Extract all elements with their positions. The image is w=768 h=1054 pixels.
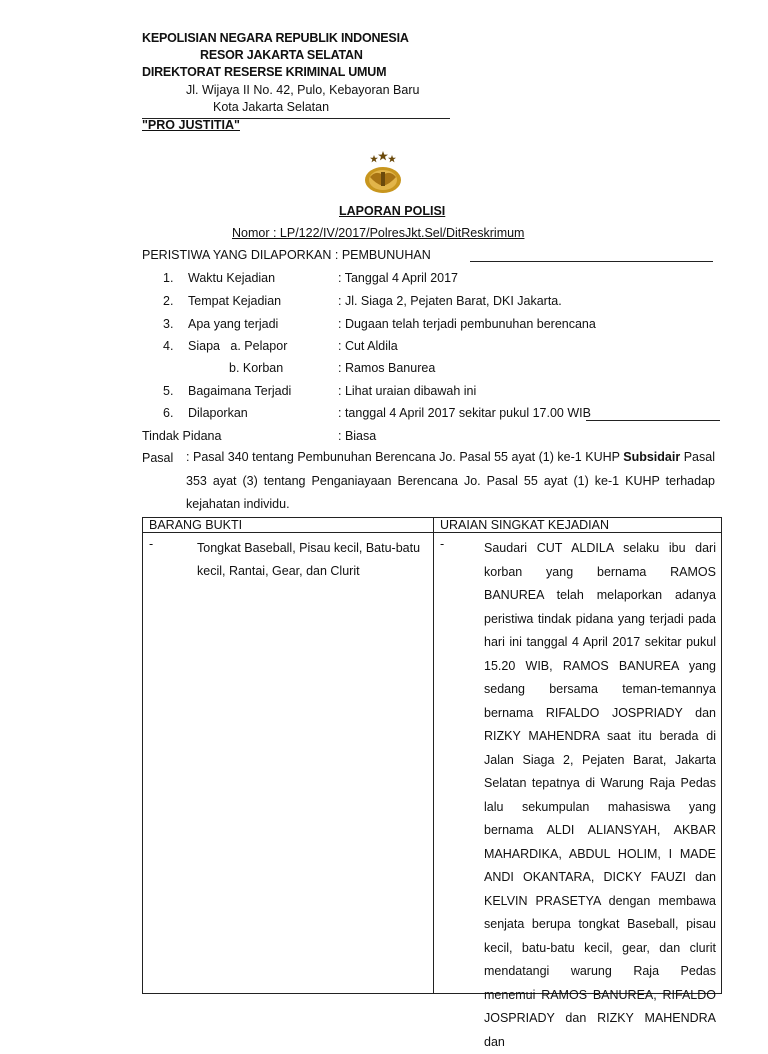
incident-type: PERISTIWA YANG DILAPORKAN : PEMBUNUHAN: [142, 248, 431, 262]
item-4-value: : Cut Aldila: [338, 339, 398, 353]
item-5-no: 5.: [163, 384, 174, 398]
item-4b-label: b. Korban: [229, 361, 284, 375]
item-4-no: 4.: [163, 339, 174, 353]
evidence-bullet: -: [149, 537, 154, 551]
police-emblem-icon: [362, 150, 404, 196]
header-line-2: RESOR JAKARTA SELATAN: [200, 48, 363, 62]
item-2-value: : Jl. Siaga 2, Pejaten Barat, DKI Jakarta.: [338, 294, 562, 308]
item-3-label: Apa yang terjadi: [188, 317, 279, 331]
item-3-value: : Dugaan telah terjadi pembunuhan berencana: [338, 317, 596, 331]
pasal-label: Pasal: [142, 451, 174, 465]
items-underline: [586, 420, 720, 421]
item-3-no: 3.: [163, 317, 174, 331]
evidence-text: Tongkat Baseball, Pisau kecil, Batu-batu kecil, Rantai, Gear, dan Clurit: [197, 541, 421, 578]
story-cell: [434, 533, 722, 1049]
incident-type-underline: [470, 261, 713, 262]
item-4-label: Siapa a. Pelapor: [188, 339, 288, 353]
item-2-label: Tempat Kejadian: [188, 294, 282, 308]
col-header-story: URAIAN SINGKAT KEJADIAN: [434, 518, 722, 533]
item-6-value: : tanggal 4 April 2017 sekitar pukul 17.00 WIB: [338, 406, 591, 420]
item-1-label: Waktu Kejadian: [188, 271, 276, 285]
pasal-text-a: : Pasal 340 tentang Pembunuhan Berencana Jo. Pasal 55 ayat (1) ke-1 KUHP: [186, 450, 624, 464]
tindak-pidana-value: : Biasa: [338, 429, 377, 443]
item-5-value: : Lihat uraian dibawah ini: [338, 384, 477, 398]
evidence-cell: [143, 533, 434, 994]
tindak-pidana-label: Tindak Pidana: [142, 429, 222, 443]
item-2-no: 2.: [163, 294, 174, 308]
item-6-no: 6.: [163, 406, 174, 420]
story-text: Saudari CUT ALDILA selaku ibu dari korban yang bernama RAMOS BANUREA telah melaporkan adanya peristiwa tindak pidana yang terjadi pada hari ini tanggal 4 April 2017 sekitar pukul 15.20 WIB, RAMOS BANUREA yang sedang bersama teman-temannya bernama RIFALDO JOSPRIADY dan RIZKY MAHENDRA saat itu berada di Jalan Siaga 2, Pejaten Barat, Jakarta Selatan tepatnya di Warung Raja Pedas lalu sekumpulan mahasiswa yang bernama ALDI ALIANSYAH, AKBAR MAHARDIKA, ABDUL HOLIM, I MADE ANDI OKANTARA, DICKY FAUZI dan KELVIN PRASETYA dengan membawa senjata berupa tongkat Baseball, pisau kecil, batu-batu kecil, gear, dan clurit mendatangi warung Raja Pedas menemui RAMOS BANUREA, RIFALDO JOSPRIADY dan RIZKY MAHENDRA dan: [484, 541, 716, 1049]
header-address-1: Jl. Wijaya II No. 42, Pulo, Kebayoran Baru: [186, 83, 420, 97]
pasal-subsidair: Subsidair: [623, 450, 681, 464]
item-5-label: Bagaimana Terjadi: [188, 384, 292, 398]
item-6-label: Dilaporkan: [188, 406, 248, 420]
story-bullet: -: [440, 537, 445, 551]
item-1-value: : Tanggal 4 April 2017: [338, 271, 459, 285]
evidence-table: [142, 517, 722, 1049]
item-1-no: 1.: [163, 271, 174, 285]
pasal-text: [186, 446, 715, 517]
pasal-text-b: Pasal 353 ayat (3) tentang Penganiayaan Berencana Jo. Pasal 55 ayat (1) ke-1 KUHP terhadap kejahatan individu.: [186, 450, 715, 511]
header-line-1: KEPOLISIAN NEGARA REPUBLIK INDONESIA: [142, 31, 409, 45]
header-address-2: Kota Jakarta Selatan: [213, 100, 330, 114]
col-header-evidence: BARANG BUKTI: [143, 518, 434, 533]
header-line-3: DIREKTORAT RESERSE KRIMINAL UMUM: [142, 65, 387, 79]
report-title: LAPORAN POLISI: [339, 204, 446, 218]
pro-justitia: "PRO JUSTITIA": [142, 118, 240, 132]
report-number: Nomor : LP/122/IV/2017/PolresJkt.Sel/DitReskrimum: [232, 226, 525, 240]
item-4b-value: : Ramos Banurea: [338, 361, 436, 375]
